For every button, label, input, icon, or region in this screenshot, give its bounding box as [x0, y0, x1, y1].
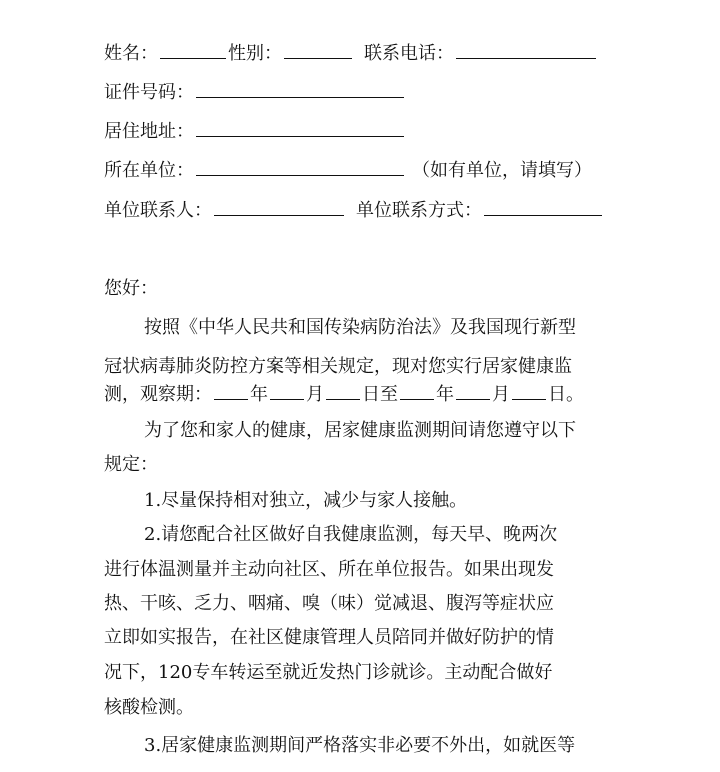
rule-2-line-2: 进行体温测量并主动向社区、所在单位报告。如果出现发 — [104, 559, 554, 580]
form-row-address — [104, 118, 406, 145]
end-day-field[interactable] — [512, 381, 546, 400]
rule-2-line-6: 核酸检测。 — [104, 697, 194, 718]
rule-1: 1.尽量保持相对独立，减少与家人接触。 — [144, 490, 468, 511]
paragraph-1-line-1: 按照《中华人民共和国传染病防治法》及我国现行新型 — [144, 317, 576, 338]
end-month-field[interactable] — [456, 381, 490, 400]
address-label: 居住地址： — [104, 121, 194, 142]
form-row-name — [104, 40, 598, 67]
start-day-field[interactable] — [326, 381, 360, 400]
rule-2-line-3: 热、干咳、乏力、咽痛、嗅（味）觉减退、腹泻等症状应 — [104, 593, 554, 614]
phone-field[interactable] — [456, 40, 596, 59]
day-label-2: 日。 — [548, 384, 584, 405]
rule-2-line-1: 2.请您配合社区做好自我健康监测，每天早、晚两次 — [144, 524, 558, 545]
phone-label: 联系电话： — [364, 43, 454, 64]
form-row-unit-contact — [104, 197, 604, 224]
name-field[interactable] — [160, 40, 226, 59]
id-field[interactable] — [196, 79, 404, 98]
rule-3-line-1: 3.居家健康监测期间严格落实非必要不外出，如就医等 — [144, 735, 576, 756]
observation-period-label: 测，观察期： — [104, 384, 212, 405]
paragraph-1-line-2: 冠状病毒肺炎防控方案等相关规定，现对您实行居家健康监 — [104, 356, 572, 377]
paragraph-2-line-2: 规定： — [104, 454, 158, 475]
unit-note: （如有单位，请填写） — [412, 160, 592, 181]
unit-label: 所在单位： — [104, 160, 194, 181]
gender-label: 性别： — [228, 43, 282, 64]
start-month-field[interactable] — [270, 381, 304, 400]
unit-contact-method-field[interactable] — [484, 197, 602, 216]
month-label: 月 — [306, 384, 324, 405]
rule-2-line-5: 况下，120专车转运至就近发热门诊就诊。主动配合做好 — [104, 662, 553, 683]
day-to-label: 日至 — [362, 384, 398, 405]
year-label-2: 年 — [436, 384, 454, 405]
unit-contact-field[interactable] — [214, 197, 344, 216]
year-label: 年 — [250, 384, 268, 405]
end-year-field[interactable] — [400, 381, 434, 400]
address-field[interactable] — [196, 118, 404, 137]
gender-field[interactable] — [284, 40, 352, 59]
rule-2-line-4: 立即如实报告，在社区健康管理人员陪同并做好防护的情 — [104, 627, 554, 648]
paragraph-1-line-3 — [104, 381, 584, 408]
form-row-id — [104, 79, 406, 106]
unit-contact-label: 单位联系人： — [104, 200, 212, 221]
greeting: 您好： — [104, 278, 158, 299]
unit-contact-method-label: 单位联系方式： — [356, 200, 482, 221]
form-row-unit — [104, 157, 592, 184]
month-label-2: 月 — [492, 384, 510, 405]
paragraph-2-line-1: 为了您和家人的健康，居家健康监测期间请您遵守以下 — [144, 420, 576, 441]
name-label: 姓名： — [104, 43, 158, 64]
unit-field[interactable] — [196, 157, 404, 176]
id-label: 证件号码： — [104, 82, 194, 103]
start-year-field[interactable] — [214, 381, 248, 400]
